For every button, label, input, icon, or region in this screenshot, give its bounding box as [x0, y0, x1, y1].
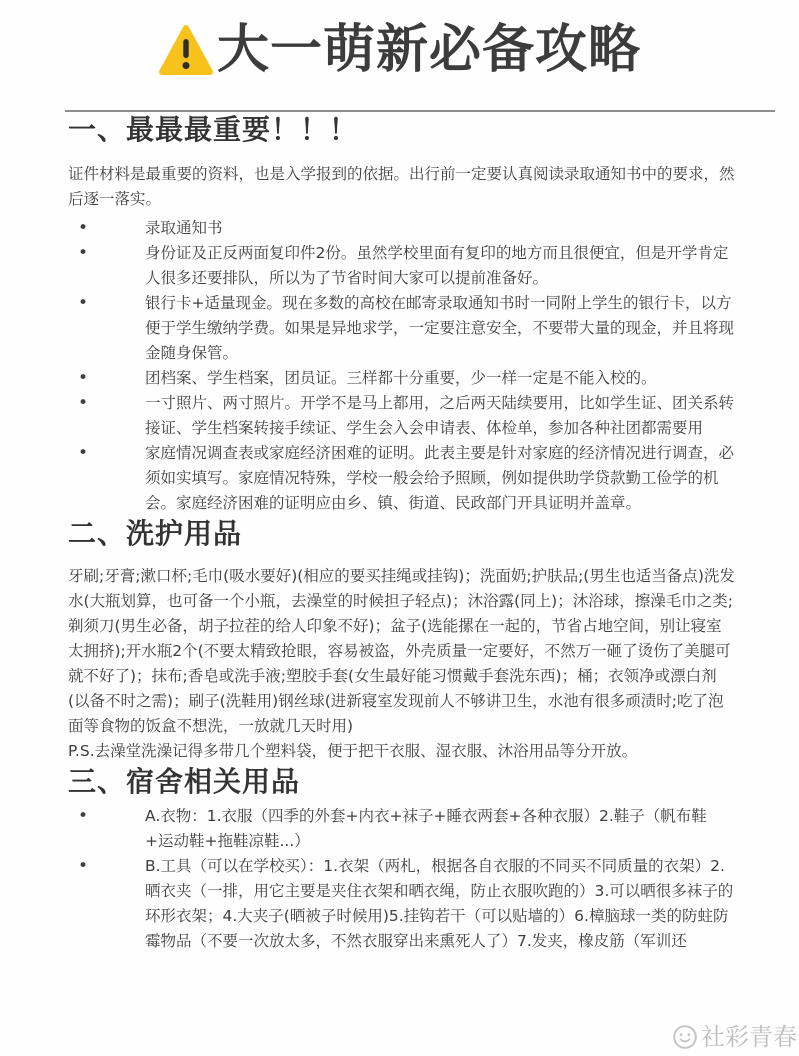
section-toiletries-heading: 二、洗护用品 [68, 517, 243, 550]
section-important-heading: 一、最最最重要！！！ [68, 113, 359, 146]
important-checklist [68, 216, 735, 516]
article-header [0, 22, 799, 78]
section-important-intro: 证件材料是最重要的资料，也是入学报到的依据。出行前一定要认真阅读录取通知书中的要求，然后逐一落实。 [68, 165, 735, 208]
page-title [0, 22, 799, 78]
dorm-checklist [68, 804, 735, 954]
smiley-icon [672, 1024, 698, 1050]
list-item: • 银行卡+适量现金。现在多数的高校在邮寄录取通知书时一同附上学生的银行卡，以方便于学生缴纳学费。如果是异地求学，一定要注意安全，不要带大量的现金，并且将现金随身保管。 [68, 291, 735, 366]
list-item: • 一寸照片、两寸照片。开学不是马上都用，之后两天陆续要用，比如学生证、团关系转接证、学生档案转接手续证、学生会入会申请表、体检单，参加各种社团都需要用 [68, 391, 735, 441]
section-important [68, 112, 735, 516]
warning-icon [158, 24, 214, 76]
article-page [0, 20, 799, 1051]
section-dorm-heading: 三、宿舍相关用品 [68, 765, 301, 798]
list-item: • B.工具（可以在学校买）：1.衣架（两札，根据各自衣服的不同买不同质量的衣架）2.晒衣夹（一排，用它主要是夹住衣架和晒衣绳，防止衣服吹跑的）3.可以晒很多袜子的环形衣架；4.大夹子(晒被子时候用)5.挂钩若干（可以贴墙的）6.樟脑球一类的防蛀防霉物品（不要一次放太多，不然衣服穿出来熏死人了）7.发夹，橡皮筋（军训还 [68, 854, 735, 954]
section-dorm [68, 764, 735, 954]
watermark [672, 1024, 797, 1050]
article-body [0, 112, 799, 954]
list-item: • 团档案、学生档案，团员证。三样都十分重要，少一样一定是不能入校的。 [68, 366, 735, 391]
list-item: • A.衣物：1.衣服（四季的外套+内衣+袜子+睡衣两套+各种衣服）2.鞋子（帆布鞋+运动鞋+拖鞋凉鞋...） [68, 804, 735, 854]
list-item: • 录取通知书 [68, 216, 735, 241]
page-title-text: 大一萌新必备攻略 [216, 20, 641, 80]
ps-note: P.S.去澡堂洗澡记得多带几个塑料袋，便于把干衣服、湿衣服、沐浴用品等分开放。 [68, 742, 638, 760]
section-toiletries [68, 516, 735, 764]
list-item: • 身份证及正反两面复印件2份。虽然学校里面有复印的地方而且很便宜，但是开学肯定人很多还要排队，所以为了节省时间大家可以提前准备好。 [68, 241, 735, 291]
toiletries-paragraph: 牙刷;牙膏;漱口杯;毛巾(吸水要好)(相应的要买挂绳或挂钩)；洗面奶;护肤品;(男生也适当备点)洗发水(大瓶划算，也可备一个小瓶，去澡堂的时候担子轻点)；沐浴露(同上)；沐浴球，擦澡毛巾之类;剃须刀(男生必备，胡子拉茬的给人印象不好)；盆子(选能摞在一起的，节省占地空间，别让寝室太拥挤);开水瓶2个(不要太精致抢眼，容易被盗，外壳质量一定要好，不然万一砸了烫伤了美腿可就不好了)；抹布;香皂或洗手液;塑胶手套(女生最好能习惯戴手套洗东西)；桶；衣领净或漂白剂(以备不时之需)；刷子(洗鞋用)钢丝球(进新寝室发现前人不够讲卫生，水池有很多顽渍时;吃了泡面等食物的饭盒不想洗，一放就几天时用) [68, 567, 735, 735]
watermark-text: 社彩青春 [701, 1023, 797, 1051]
list-item: • 家庭情况调查表或家庭经济困难的证明。此表主要是针对家庭的经济情况进行调查，必须如实填写。家庭情况特殊，学校一般会给予照顾，例如提供助学贷款勤工俭学的机会。家庭经济困难的证明应由乡、镇、街道、民政部门开具证明并盖章。 [68, 441, 735, 516]
